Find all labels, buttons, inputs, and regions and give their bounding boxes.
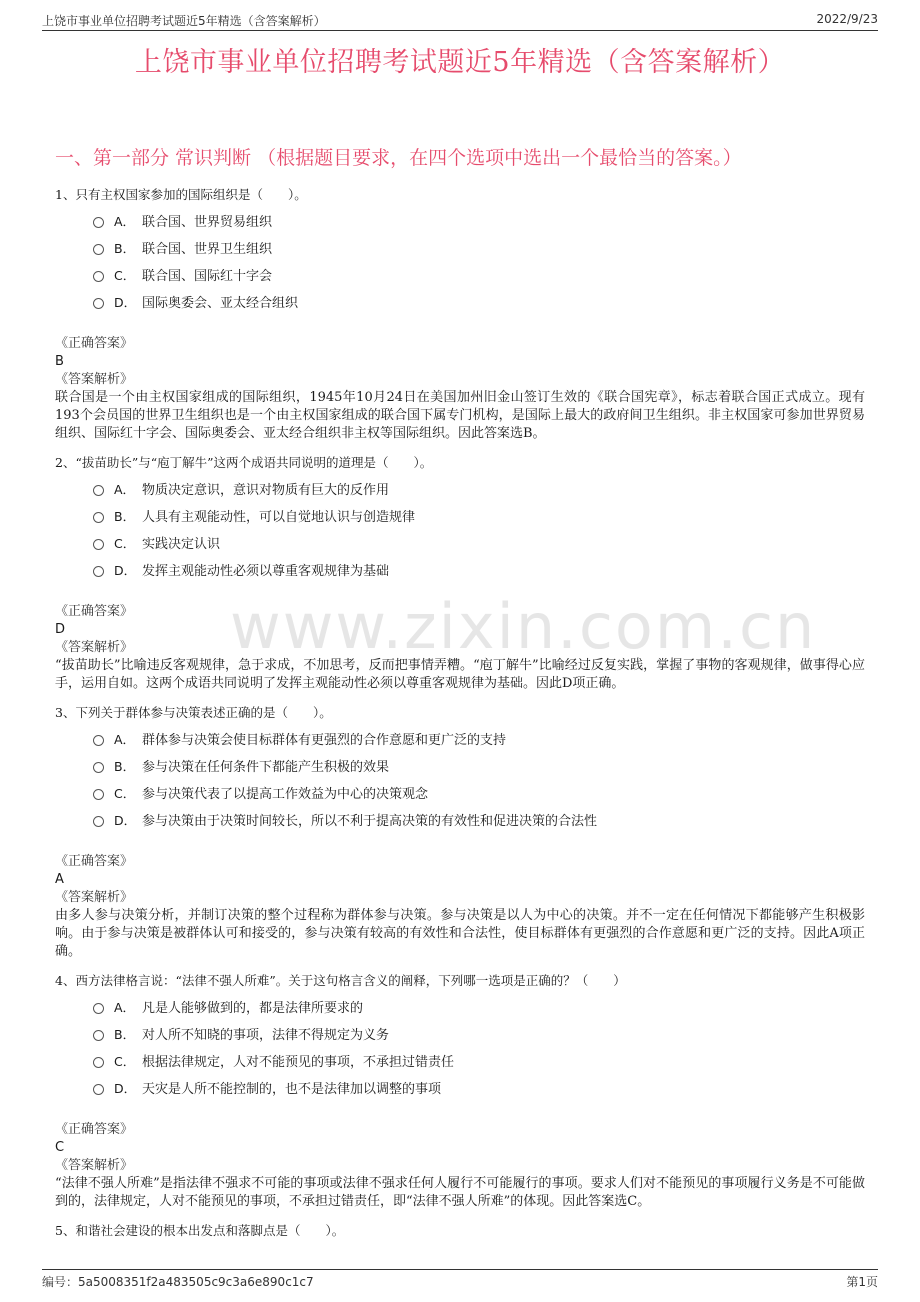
option-letter: A． (114, 213, 136, 229)
radio-icon[interactable] (93, 762, 104, 773)
document-code: 编号：5a5008351f2a483505c9c3a6e890c1c7 (42, 1275, 314, 1289)
option-b[interactable] (93, 234, 865, 261)
option-text: 国际奥委会、亚太经合组织 (142, 296, 299, 311)
option-text: 根据法律规定，人对不能预见的事项，不承担过错责任 (142, 1055, 455, 1070)
option-letter: A． (114, 731, 136, 747)
option-c[interactable] (93, 529, 865, 556)
question-4 (55, 971, 865, 1211)
option-list (93, 993, 865, 1101)
correct-answer-label: 《正确答案》 (55, 854, 134, 869)
option-text: 对人所不知晓的事项，法律不得规定为义务 (142, 1028, 390, 1043)
option-letter: A． (114, 999, 136, 1015)
correct-answer-value: D (55, 622, 66, 637)
option-letter: B． (114, 1026, 136, 1042)
question-stem: 1、只有主权国家参加的国际组织是（ ）。 (55, 187, 307, 202)
option-text: 人具有主观能动性，可以自觉地认识与创造规律 (142, 510, 416, 525)
correct-answer-value: A (55, 872, 64, 887)
option-a[interactable] (93, 475, 865, 502)
question-stem: 5、和谐社会建设的根本出发点和落脚点是（ ）。 (55, 1223, 345, 1238)
page-number: 第1页 (846, 1275, 878, 1289)
question-3 (55, 703, 865, 961)
radio-icon[interactable] (93, 298, 104, 309)
radio-icon[interactable] (93, 271, 104, 282)
option-a[interactable] (93, 725, 865, 752)
section-title: 一、第一部分 常识判断 （根据题目要求，在四个选项中选出一个最恰当的答案。） (55, 147, 742, 169)
option-list (93, 475, 865, 583)
option-text: 群体参与决策会使目标群体有更强烈的合作意愿和更广泛的支持 (142, 733, 507, 748)
radio-icon[interactable] (93, 539, 104, 550)
question-list (55, 185, 865, 1247)
analysis-label: 《答案解析》 (55, 890, 134, 905)
radio-icon[interactable] (93, 789, 104, 800)
analysis-text: “拔苗助长”比喻违反客观规律，急于求成，不加思考，反而把事情弄糟。“庖丁解牛”比喻经过反复实践，掌握了事物的客观规律，做事得心应手，运用自如。这两个成语共同说明了发挥主观能动性必须以尊重客观规律为基础。因此D项正确。 (55, 658, 865, 691)
option-letter: C． (114, 535, 136, 551)
option-d[interactable] (93, 556, 865, 583)
watermark: www.zixin.com.cn (230, 590, 817, 663)
option-d[interactable] (93, 806, 865, 833)
option-d[interactable] (93, 1074, 865, 1101)
header-date: 2022/9/23 (816, 12, 878, 26)
correct-answer-label: 《正确答案》 (55, 604, 134, 619)
option-letter: B． (114, 508, 136, 524)
analysis-label: 《答案解析》 (55, 640, 134, 655)
answer-block (55, 853, 865, 961)
question-5 (55, 1221, 865, 1241)
option-letter: D． (114, 1080, 137, 1096)
radio-icon[interactable] (93, 485, 104, 496)
correct-answer-value: C (55, 1140, 65, 1155)
option-c[interactable] (93, 1047, 865, 1074)
option-letter: D． (114, 562, 137, 578)
question-stem: 3、下列关于群体参与决策表述正确的是（ ）。 (55, 705, 332, 720)
option-letter: C． (114, 1053, 136, 1069)
page-header (42, 12, 878, 31)
option-text: 实践决定认识 (142, 537, 221, 552)
answer-block (55, 1121, 865, 1211)
option-b[interactable] (93, 752, 865, 779)
option-b[interactable] (93, 502, 865, 529)
radio-icon[interactable] (93, 1030, 104, 1041)
option-letter: C． (114, 785, 136, 801)
option-letter: C． (114, 267, 136, 283)
option-c[interactable] (93, 779, 865, 806)
option-text: 发挥主观能动性必须以尊重客观规律为基础 (142, 564, 390, 579)
question-stem: 4、西方法律格言说：“法律不强人所难”。关于这句格言含义的阐释，下列哪一选项是正确的？（ ） (55, 973, 626, 988)
analysis-text: 联合国是一个由主权国家组成的国际组织，1945年10月24日在美国加州旧金山签订生效的《联合国宪章》，标志着联合国正式成立。现有193个会员国的世界卫生组织也是一个由主权国家组成的联合国下属专门机构，是国际上最大的政府间卫生组织。非主权国家可参加世界贸易组织、国际红十字会、国际奥委会、亚太经合组织非主权等国际组织。因此答案选B。 (55, 390, 865, 441)
option-text: 天灾是人所不能控制的，也不是法律加以调整的事项 (142, 1082, 442, 1097)
correct-answer-label: 《正确答案》 (55, 336, 134, 351)
document-title: 上饶市事业单位招聘考试题近5年精选（含答案解析） (134, 47, 786, 78)
radio-icon[interactable] (93, 566, 104, 577)
option-letter: B． (114, 240, 136, 256)
option-a[interactable] (93, 207, 865, 234)
option-c[interactable] (93, 261, 865, 288)
option-list (93, 725, 865, 833)
option-d[interactable] (93, 288, 865, 315)
radio-icon[interactable] (93, 244, 104, 255)
analysis-label: 《答案解析》 (55, 372, 134, 387)
analysis-label: 《答案解析》 (55, 1158, 134, 1173)
radio-icon[interactable] (93, 1057, 104, 1068)
option-letter: B． (114, 758, 136, 774)
radio-icon[interactable] (93, 217, 104, 228)
answer-block (55, 335, 865, 443)
radio-icon[interactable] (93, 735, 104, 746)
analysis-text: 由多人参与决策分析，并制订决策的整个过程称为群体参与决策。参与决策是以人为中心的决策。并不一定在任何情况下都能够产生积极影响。由于参与决策是被群体认可和接受的，参与决策有较高的有效性和合法性，使目标群体有更强烈的合作意愿和更广泛的支持。因此A项正确。 (55, 908, 865, 959)
radio-icon[interactable] (93, 1003, 104, 1014)
option-text: 参与决策由于决策时间较长，所以不利于提高决策的有效性和促进决策的合法性 (142, 814, 598, 829)
option-text: 参与决策代表了以提高工作效益为中心的决策观念 (142, 787, 429, 802)
header-doc-name: 上饶市事业单位招聘考试题近5年精选（含答案解析） (42, 14, 326, 28)
radio-icon[interactable] (93, 1084, 104, 1095)
option-text: 参与决策在任何条件下都能产生积极的效果 (142, 760, 390, 775)
option-text: 物质决定意识，意识对物质有巨大的反作用 (142, 483, 390, 498)
option-text: 联合国、世界卫生组织 (142, 242, 273, 257)
correct-answer-value: B (55, 354, 64, 369)
option-letter: A． (114, 481, 136, 497)
analysis-text: “法律不强人所难”是指法律不强求不可能的事项或法律不强求任何人履行不可能履行的事项。要求人们对不能预见的事项履行义务是不可能做到的，法律规定，人对不能预见的事项，不承担过错责任，即“法律不强人所难”的体现。因此答案选C。 (55, 1176, 865, 1209)
option-letter: D． (114, 294, 137, 310)
option-letter: D． (114, 812, 137, 828)
question-2 (55, 453, 865, 693)
radio-icon[interactable] (93, 512, 104, 523)
page-footer (42, 1269, 878, 1290)
question-1 (55, 185, 865, 443)
option-a[interactable] (93, 993, 865, 1020)
option-b[interactable] (93, 1020, 865, 1047)
option-text: 凡是人能够做到的，都是法律所要求的 (142, 1001, 364, 1016)
option-text: 联合国、国际红十字会 (142, 269, 273, 284)
radio-icon[interactable] (93, 816, 104, 827)
answer-block (55, 603, 865, 693)
question-stem: 2、“拔苗助长”与“庖丁解牛”这两个成语共同说明的道理是（ ）。 (55, 455, 433, 470)
option-text: 联合国、世界贸易组织 (142, 215, 273, 230)
option-list (93, 207, 865, 315)
correct-answer-label: 《正确答案》 (55, 1122, 134, 1137)
